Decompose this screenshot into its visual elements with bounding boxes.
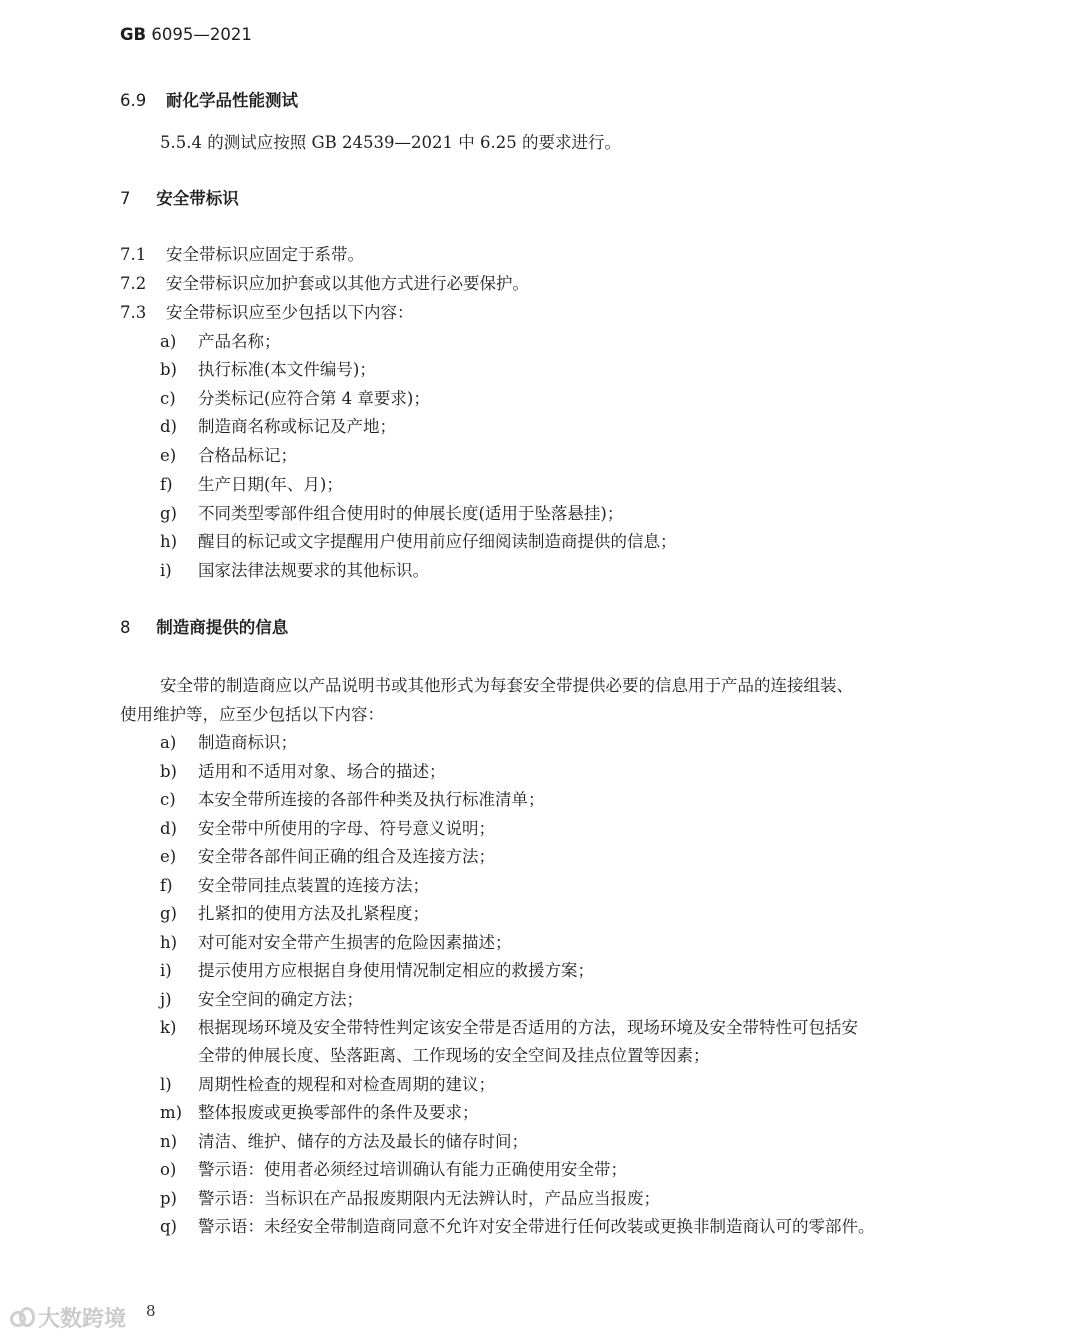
list-text: 提示使用方应根据自身使用情况制定相应的救援方案； xyxy=(198,961,594,980)
list-label: a) xyxy=(160,733,177,752)
list-label: j) xyxy=(160,990,172,1009)
section-title: 安全带标识 xyxy=(156,189,239,208)
list-label: b) xyxy=(160,360,177,379)
list-label: l) xyxy=(160,1075,172,1094)
list-label: k) xyxy=(160,1018,177,1037)
list-text: 周期性检查的规程和对检查周期的建议； xyxy=(198,1075,495,1094)
list-label: c) xyxy=(160,389,176,408)
list-label: i) xyxy=(160,961,172,980)
list-text: 生产日期(年、月)； xyxy=(198,475,343,494)
list-label: b) xyxy=(160,762,177,781)
list-text: 执行标准(本文件编号)； xyxy=(198,360,376,379)
list-text: 扎紧扣的使用方法及扎紧程度； xyxy=(198,904,429,923)
list-text: 全带的伸展长度、坠落距离、工作现场的安全空间及挂点位置等因素； xyxy=(198,1046,710,1065)
list-text: 安全带各部件间正确的组合及连接方法； xyxy=(198,847,495,866)
section-8-heading xyxy=(120,617,288,639)
list-text: 制造商名称或标记及产地； xyxy=(198,417,396,436)
list-label: p) xyxy=(160,1189,177,1208)
list-label: h) xyxy=(160,532,178,551)
list-label: c) xyxy=(160,790,176,809)
list-label: m) xyxy=(160,1103,183,1122)
section-7-heading xyxy=(120,188,239,210)
section-number: 7 xyxy=(120,189,131,208)
list-label: h) xyxy=(160,933,178,952)
list-label: g) xyxy=(160,904,177,923)
clause-7-1 xyxy=(120,244,364,266)
list-label: e) xyxy=(160,847,177,866)
list-label: o) xyxy=(160,1160,177,1179)
section-6-9-body: 5.5.4 的测试应按照 GB 24539—2021 中 6.25 的要求进行。 xyxy=(160,133,621,152)
watermark-text: 大数跨境 xyxy=(38,1307,127,1332)
clause-number: 7.1 xyxy=(120,245,147,264)
list-label: i) xyxy=(160,561,172,580)
list-text: 不同类型零部件组合使用时的伸展长度(适用于坠落悬挂)； xyxy=(198,504,624,523)
standard-code: GB xyxy=(120,25,147,44)
list-text: 合格品标记； xyxy=(198,446,297,465)
clause-7-3 xyxy=(120,302,414,324)
watermark xyxy=(10,1302,126,1333)
list-text: 整体报废或更换零部件的条件及要求； xyxy=(198,1103,479,1122)
list-text: 安全带同挂点装置的连接方法； xyxy=(198,876,429,895)
standard-number: 6095—2021 xyxy=(151,25,252,44)
list-label: d) xyxy=(160,417,177,436)
clause-number: 7.3 xyxy=(120,303,147,322)
section-8-para-line1: 安全带的制造商应以产品说明书或其他形式为每套安全带提供必要的信息用于产品的连接组装、 xyxy=(160,676,853,695)
list-text: 安全带中所使用的字母、符号意义说明； xyxy=(198,819,495,838)
list-text: 产品名称； xyxy=(198,332,281,351)
list-label: f) xyxy=(160,876,173,895)
section-number: 8 xyxy=(120,618,131,637)
list-text: 醒目的标记或文字提醒用户使用前应仔细阅读制造商提供的信息； xyxy=(198,532,677,551)
clause-text: 安全带标识应至少包括以下内容： xyxy=(166,303,414,322)
list-label: g) xyxy=(160,504,177,523)
section-6-9-heading xyxy=(120,90,298,112)
list-text: 适用和不适用对象、场合的描述； xyxy=(198,762,446,781)
list-text: 国家法律法规要求的其他标识。 xyxy=(198,561,429,580)
list-label: f) xyxy=(160,475,173,494)
list-label: e) xyxy=(160,446,177,465)
document-header xyxy=(120,24,252,46)
list-label: n) xyxy=(160,1132,178,1151)
clause-7-2 xyxy=(120,273,529,295)
page-number: 8 xyxy=(146,1302,156,1320)
section-title: 耐化学品性能测试 xyxy=(166,91,298,110)
list-text: 警示语：使用者必须经过培训确认有能力正确使用安全带； xyxy=(198,1160,627,1179)
clause-text: 安全带标识应加护套或以其他方式进行必要保护。 xyxy=(166,274,529,293)
section-title: 制造商提供的信息 xyxy=(156,618,289,637)
list-text: 分类标记(应符合第 4 章要求)； xyxy=(198,389,430,408)
clause-text: 安全带标识应固定于系带。 xyxy=(166,245,364,264)
list-text: 清洁、维护、储存的方法及最长的储存时间； xyxy=(198,1132,528,1151)
list-text: 根据现场环境及安全带特性判定该安全带是否适用的方法，现场环境及安全带特性可包括安 xyxy=(198,1018,858,1037)
list-text: 警示语：当标识在产品报废期限内无法辨认时，产品应当报废； xyxy=(198,1189,660,1208)
section-number: 6.9 xyxy=(120,91,147,110)
list-text: 安全空间的确定方法； xyxy=(198,990,363,1009)
list-label: d) xyxy=(160,819,177,838)
section-8-para-line2: 使用维护等，应至少包括以下内容： xyxy=(120,705,384,724)
list-text: 对可能对安全带产生损害的危险因素描述； xyxy=(198,933,512,952)
list-label: q) xyxy=(160,1217,177,1236)
list-label: a) xyxy=(160,332,177,351)
list-text: 制造商标识； xyxy=(198,733,297,752)
list-text: 警示语：未经安全带制造商同意不允许对安全带进行任何改装或更换非制造商认可的零部件。 xyxy=(198,1217,875,1236)
clause-number: 7.2 xyxy=(120,274,147,293)
list-text: 本安全带所连接的各部件种类及执行标准清单； xyxy=(198,790,545,809)
watermark-logo-icon xyxy=(10,1307,34,1329)
